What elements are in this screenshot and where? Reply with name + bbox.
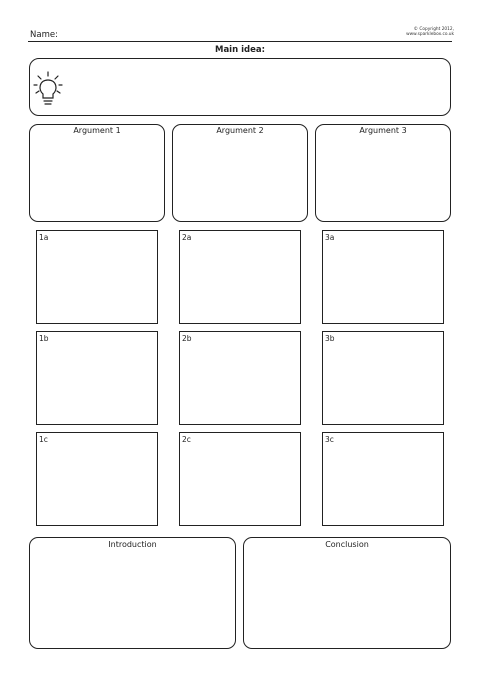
argument-1-title: Argument 1	[73, 126, 121, 135]
point-3b-box[interactable]	[322, 331, 444, 425]
point-1c-box[interactable]	[36, 432, 158, 526]
lightbulb-icon	[33, 70, 63, 108]
main-idea-box[interactable]	[29, 58, 451, 116]
point-2a-label: 2a	[182, 233, 192, 242]
main-idea-label: Main idea:	[214, 45, 266, 55]
point-3a-label: 3a	[325, 233, 335, 242]
point-3c-label: 3c	[325, 435, 334, 444]
introduction-box[interactable]	[29, 537, 236, 649]
introduction-title: Introduction	[108, 540, 157, 549]
argument-3-title: Argument 3	[359, 126, 407, 135]
point-2a-box[interactable]	[179, 230, 301, 324]
point-1a-box[interactable]	[36, 230, 158, 324]
point-3a-box[interactable]	[322, 230, 444, 324]
copyright-line-2: www.sparklebox.co.uk	[406, 32, 454, 38]
conclusion-title: Conclusion	[325, 540, 369, 549]
point-1b-box[interactable]	[36, 331, 158, 425]
point-1c-label: 1c	[39, 435, 48, 444]
point-2c-box[interactable]	[179, 432, 301, 526]
argument-3-box[interactable]	[315, 124, 451, 222]
copyright-notice	[406, 27, 454, 37]
point-2b-box[interactable]	[179, 331, 301, 425]
name-write-line[interactable]	[28, 41, 452, 42]
point-3b-label: 3b	[325, 334, 335, 343]
argument-2-box[interactable]	[172, 124, 308, 222]
argument-1-box[interactable]	[29, 124, 165, 222]
point-2c-label: 2c	[182, 435, 191, 444]
point-1b-label: 1b	[39, 334, 49, 343]
argument-2-title: Argument 2	[216, 126, 264, 135]
conclusion-box[interactable]	[243, 537, 451, 649]
point-2b-label: 2b	[182, 334, 192, 343]
name-label: Name:	[30, 30, 58, 40]
point-3c-box[interactable]	[322, 432, 444, 526]
point-1a-label: 1a	[39, 233, 49, 242]
copyright-line-1: © Copyright 2012,	[413, 27, 454, 32]
